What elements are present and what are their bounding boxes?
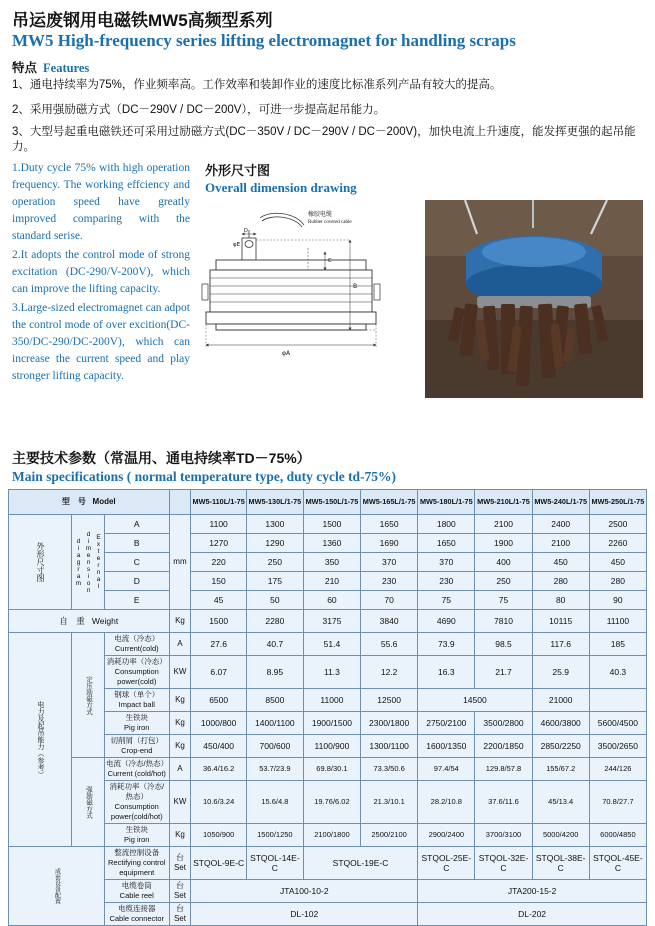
table-row-strong-current	[9, 758, 647, 781]
bottom-unit-cn-0: 台	[175, 853, 184, 862]
CV3-4: 2750/2100	[418, 712, 475, 735]
CR-0: JTA100-10-2	[191, 880, 418, 903]
CV1-2: 11.3	[303, 656, 360, 689]
svg-text:C: C	[328, 258, 332, 264]
CV3-3: 2300/1800	[361, 712, 418, 735]
C-3: 370	[361, 553, 418, 572]
A-5: 2100	[475, 515, 532, 534]
SE2-2: 2100/1800	[303, 824, 360, 847]
const-row-label-3	[105, 712, 170, 735]
SE0-3: 73.3/50.6	[361, 758, 418, 781]
SE0-7: 244/126	[589, 758, 646, 781]
weight-label-cn: 自 重	[59, 616, 85, 626]
W-7: 11100	[589, 610, 646, 633]
drawing-title-en: Overall dimension drawing	[205, 180, 357, 195]
CV3-0: 1000/800	[191, 712, 246, 735]
bottom-row-cn-1: 电缆卷筒	[121, 881, 152, 890]
A-7: 2500	[589, 515, 646, 534]
CV3-6: 4600/3800	[532, 712, 589, 735]
CV1-5: 21.7	[475, 656, 532, 689]
SE2-3: 2500/2100	[361, 824, 418, 847]
table-row-const-power	[9, 656, 647, 689]
CV0-5: 98.5	[475, 633, 532, 656]
bottom-unit-cn-2: 台	[175, 904, 184, 913]
strong-row-label-0	[105, 758, 170, 781]
page-title-en: MW5 High-frequency series lifting electromagnet for handling scraps	[12, 31, 516, 50]
E-6: 80	[532, 591, 589, 610]
SE2-4: 2900/2400	[418, 824, 475, 847]
C-2: 350	[303, 553, 360, 572]
strong-row-cn-1: 消耗功率（冷态/热态）	[109, 782, 165, 801]
SE0-5: 129.8/57.8	[475, 758, 532, 781]
E-5: 75	[475, 591, 532, 610]
CV2-1: 8500	[246, 689, 303, 712]
bottom-unit-2	[169, 903, 191, 926]
CV4-1: 700/600	[246, 735, 303, 758]
strong-unit-0: A	[169, 758, 191, 781]
CC-0: DL-102	[191, 903, 418, 926]
strong-unit-2: Kg	[169, 824, 191, 847]
E-0: 45	[191, 591, 246, 610]
A-2: 1500	[303, 515, 360, 534]
english-feature-3: 3.Large-sized electromagnet can adpot the control mode of over excition(DC-350/DC-290/DC-200V), which can increase the current speed and play stronger lifting capacity.	[12, 302, 190, 382]
CV2-6	[589, 689, 646, 712]
bottom-group-cn: 成套设备配置	[53, 868, 60, 904]
model-1: MW5-130L/1-75	[246, 490, 303, 515]
RC-2: STQOL-19E-C	[303, 847, 417, 880]
D-3: 230	[361, 572, 418, 591]
group-power-cn: 电力及起吊能力（参考）	[37, 701, 44, 778]
A-4: 1800	[418, 515, 475, 534]
C-7: 450	[589, 553, 646, 572]
row-label-B: B	[105, 534, 170, 553]
svg-text:D: D	[244, 228, 248, 234]
SE1-2: 19.76/6.02	[303, 781, 360, 824]
RC-0: STQOL-9E-C	[191, 847, 246, 880]
const-row-en-0: Current(cold)	[114, 644, 159, 653]
W-5: 7810	[475, 610, 532, 633]
svg-text:Rubber covered cable: Rubber covered cable	[308, 220, 352, 225]
const-row-cn-1: 消耗功率（冷态）	[106, 657, 167, 666]
model-7: MW5-250L/1-75	[589, 490, 646, 515]
C-6: 450	[532, 553, 589, 572]
CV0-3: 55.6	[361, 633, 418, 656]
W-2: 3175	[303, 610, 360, 633]
RC-6: STQOL-45E-C	[589, 847, 646, 880]
table-row-dim-B	[9, 534, 647, 553]
CV0-0: 27.6	[191, 633, 246, 656]
english-features-column	[12, 160, 190, 387]
CC-1: DL-202	[418, 903, 647, 926]
SE0-6: 155/67.2	[532, 758, 589, 781]
CR-1: JTA200-15-2	[418, 880, 647, 903]
table-row-weight	[9, 610, 647, 633]
D-4: 230	[418, 572, 475, 591]
D-5: 250	[475, 572, 532, 591]
features-heading	[12, 58, 89, 76]
SE2-5: 3700/3100	[475, 824, 532, 847]
model-label-cn: 型 号	[61, 497, 86, 506]
table-row-dim-A	[9, 515, 647, 534]
const-group-label	[72, 633, 105, 758]
strong-row-en-0: Current (cold/hot)	[107, 769, 166, 778]
SE2-6: 5000/4200	[532, 824, 589, 847]
CV1-1: 8.95	[246, 656, 303, 689]
strong-row-en-1: Consumption power(cold/hot)	[110, 802, 163, 821]
english-feature-1: 1.Duty cycle 75% with high operation frequency. The working effciency and operation speed have greatly improved comparing with the standard serise.	[12, 162, 190, 242]
CV0-4: 73.9	[418, 633, 475, 656]
SE1-0: 10.6/3.24	[191, 781, 246, 824]
D-0: 150	[191, 572, 246, 591]
strong-row-cn-0: 电流（冷态/热态）	[106, 759, 169, 768]
row-label-A: A	[105, 515, 170, 534]
W-4: 4690	[418, 610, 475, 633]
CV4-2: 1100/900	[303, 735, 360, 758]
strong-row-en-2: Pig iron	[124, 835, 150, 844]
group-dim-en: External dimension diagram	[72, 515, 105, 610]
SE1-1: 15.6/4.8	[246, 781, 303, 824]
W-6: 10115	[532, 610, 589, 633]
const-row-en-4: Crop-end	[121, 746, 153, 755]
SE0-2: 69.8/30.1	[303, 758, 360, 781]
model-3: MW5-165L/1-75	[361, 490, 418, 515]
CV0-7: 185	[589, 633, 646, 656]
E-7: 90	[589, 591, 646, 610]
CV2-4: 14500	[418, 689, 532, 712]
strong-row-label-2	[105, 824, 170, 847]
A-1: 1300	[246, 515, 303, 534]
CV4-7: 3500/2650	[589, 735, 646, 758]
bottom-row-label-1	[105, 880, 170, 903]
page-title-cn: 吊运废钢用电磁铁MW5高频型系列	[12, 11, 273, 30]
feature-line-1: 1、通电持续率为75%，作业频率高。工作效率和装卸作业的速度比标准系列产品有较大的提高。	[12, 79, 502, 91]
bottom-unit-en-2: Set	[173, 914, 186, 923]
bottom-group-label	[9, 847, 105, 926]
table-row-dim-C	[9, 553, 647, 572]
CV0-6: 117.6	[532, 633, 589, 656]
CV1-4: 16.3	[418, 656, 475, 689]
row-label-C: C	[105, 553, 170, 572]
E-2: 60	[303, 591, 360, 610]
svg-text:φA: φA	[282, 350, 291, 357]
C-1: 250	[246, 553, 303, 572]
unit-mm: mm	[169, 515, 191, 610]
CV2-5: 21000	[532, 689, 589, 712]
const-unit-1: KW	[169, 656, 191, 689]
strong-group-cn: 强励磁方式	[85, 785, 92, 819]
RC-4: STQOL-32E-C	[475, 847, 532, 880]
weight-unit: Kg	[169, 610, 191, 633]
CV3-5: 3500/2800	[475, 712, 532, 735]
W-0: 1500	[191, 610, 246, 633]
table-row-strong-power	[9, 781, 647, 824]
features-heading-cn: 特点	[12, 61, 38, 75]
english-feature-2: 2.It adopts the control mode of strong excitation (DC-290/V-200V), which can improve the lifting capacity.	[12, 249, 190, 295]
CV4-6: 2850/2250	[532, 735, 589, 758]
features-heading-en: Features	[43, 61, 90, 75]
const-row-cn-2: 钢球（单个）	[114, 690, 160, 699]
D-7: 280	[589, 572, 646, 591]
const-row-cn-3: 生铁块	[125, 713, 148, 722]
table-row-model-header	[9, 490, 647, 515]
model-0: MW5-110L/1-75	[191, 490, 246, 515]
product-photo	[425, 200, 643, 398]
SE0-4: 97.4/54	[418, 758, 475, 781]
SE1-6: 45/13.4	[532, 781, 589, 824]
CV0-2: 51.4	[303, 633, 360, 656]
group-power-label	[9, 633, 72, 847]
table-row-const-current	[9, 633, 647, 656]
spec-title-en: Main specifications ( normal temperature type, duty cycle td-75%)	[12, 469, 397, 484]
table-row-cablereel	[9, 880, 647, 903]
CV4-0: 450/400	[191, 735, 246, 758]
CV3-1: 1400/1100	[246, 712, 303, 735]
SE2-1: 1500/1250	[246, 824, 303, 847]
const-row-en-3: Pig iron	[124, 723, 150, 732]
B-3: 1690	[361, 534, 418, 553]
spec-title-cn: 主要技术参数（常温用、通电持续率TD－75%）	[12, 450, 311, 466]
SE2-7: 6000/4850	[589, 824, 646, 847]
model-4: MW5-180L/1-75	[418, 490, 475, 515]
model-5: MW5-210L/1-75	[475, 490, 532, 515]
D-2: 210	[303, 572, 360, 591]
CV2-0: 6500	[191, 689, 246, 712]
model-2: MW5-150L/1-75	[303, 490, 360, 515]
RC-1: STQOL-14E-C	[246, 847, 303, 880]
const-row-cn-4: 切削屑（打包）	[110, 736, 163, 745]
B-7: 2260	[589, 534, 646, 553]
SE1-5: 37.6/11.6	[475, 781, 532, 824]
strong-row-cn-2: 生铁块	[125, 825, 148, 834]
RC-5: STQOL-38E-C	[532, 847, 589, 880]
model-unit-blank	[169, 490, 191, 515]
model-header-label	[9, 490, 170, 515]
C-5: 400	[475, 553, 532, 572]
strong-group-label	[72, 758, 105, 847]
SE1-3: 21.3/10.1	[361, 781, 418, 824]
weight-label-en: Weight	[91, 616, 119, 626]
bottom-row-en-2: Cable connector	[109, 914, 165, 923]
CV4-5: 2200/1850	[475, 735, 532, 758]
CV2-3: 12500	[361, 689, 418, 712]
table-row-strong-pigiron	[9, 824, 647, 847]
W-1: 2280	[246, 610, 303, 633]
row-label-E: E	[105, 591, 170, 610]
const-row-en-2: Impact ball	[118, 700, 155, 709]
B-1: 1290	[246, 534, 303, 553]
D-6: 280	[532, 572, 589, 591]
CV2-2: 11000	[303, 689, 360, 712]
dimension-drawing	[200, 200, 415, 395]
RC-3: STQOL-25E-C	[418, 847, 475, 880]
feature-line-2: 2、采用强励磁方式（DC－290V / DC－200V），可进一步提高起吊能力。	[12, 104, 386, 116]
B-2: 1360	[303, 534, 360, 553]
CV1-6: 25.9	[532, 656, 589, 689]
bottom-row-en-0: Rectifying control equipment	[107, 858, 166, 877]
const-unit-3: Kg	[169, 712, 191, 735]
bottom-row-cn-0: 整流控制设备	[114, 848, 160, 857]
const-row-label-4	[105, 735, 170, 758]
svg-text:φE: φE	[233, 242, 241, 248]
CV3-7: 5600/4500	[589, 712, 646, 735]
B-0: 1270	[191, 534, 246, 553]
SE0-0: 36.4/16.2	[191, 758, 246, 781]
const-row-label-0	[105, 633, 170, 656]
SE0-1: 53.7/23.9	[246, 758, 303, 781]
W-3: 3840	[361, 610, 418, 633]
C-0: 220	[191, 553, 246, 572]
CV1-0: 6.07	[191, 656, 246, 689]
bottom-row-label-2	[105, 903, 170, 926]
bottom-row-en-1: Cable reel	[119, 891, 154, 900]
const-row-label-1	[105, 656, 170, 689]
table-row-const-cropend	[9, 735, 647, 758]
E-4: 75	[418, 591, 475, 610]
CV1-7: 40.3	[589, 656, 646, 689]
group-dim-cn: 外形尺寸图	[9, 515, 72, 610]
B-5: 1900	[475, 534, 532, 553]
table-row-const-pigiron	[9, 712, 647, 735]
specifications-table	[8, 489, 647, 926]
A-3: 1650	[361, 515, 418, 534]
C-4: 370	[418, 553, 475, 572]
bottom-unit-en-1: Set	[173, 891, 186, 900]
bottom-unit-1	[169, 880, 191, 903]
CV3-2: 1900/1500	[303, 712, 360, 735]
row-label-D: D	[105, 572, 170, 591]
drawing-title-cn: 外形尺寸图	[205, 163, 271, 178]
SE2-0: 1050/900	[191, 824, 246, 847]
const-unit-0: A	[169, 633, 191, 656]
table-row-const-ball	[9, 689, 647, 712]
D-1: 175	[246, 572, 303, 591]
feature-line-3: 3、大型号起重电磁铁还可采用过励磁方式(DC－350V / DC－290V / DC－200V)，加快电流上升速度，能发挥更强的起吊能力。	[12, 126, 636, 153]
weight-label	[9, 610, 170, 633]
B-4: 1650	[418, 534, 475, 553]
CV1-3: 12.2	[361, 656, 418, 689]
table-row-dim-E	[9, 591, 647, 610]
bottom-unit-cn-1: 台	[175, 881, 184, 890]
E-3: 70	[361, 591, 418, 610]
strong-unit-1: KW	[169, 781, 191, 824]
table-row-rectifier	[9, 847, 647, 880]
model-label-en: Model	[92, 497, 116, 506]
const-unit-2: Kg	[169, 689, 191, 712]
model-6: MW5-240L/1-75	[532, 490, 589, 515]
SE1-7: 70.8/27.7	[589, 781, 646, 824]
E-1: 50	[246, 591, 303, 610]
strong-row-label-1	[105, 781, 170, 824]
CV4-3: 1300/1100	[361, 735, 418, 758]
const-unit-4: Kg	[169, 735, 191, 758]
bottom-row-label-0	[105, 847, 170, 880]
svg-text:橡胶电缆: 橡胶电缆	[308, 211, 333, 218]
const-row-cn-0: 电流（冷态）	[114, 634, 160, 643]
table-row-cableconnector	[9, 903, 647, 926]
const-row-en-1: Consumption power(cold)	[114, 667, 159, 686]
const-group-cn: 定压励磁方式	[85, 675, 92, 715]
bottom-unit-en-0: Set	[173, 863, 186, 872]
svg-text:B: B	[353, 283, 358, 290]
const-row-label-2	[105, 689, 170, 712]
CV0-1: 40.7	[246, 633, 303, 656]
bottom-row-cn-2: 电缆连接器	[118, 904, 156, 913]
B-6: 2100	[532, 534, 589, 553]
A-0: 1100	[191, 515, 246, 534]
A-6: 2400	[532, 515, 589, 534]
table-row-dim-D	[9, 572, 647, 591]
SE1-4: 28.2/10.8	[418, 781, 475, 824]
CV4-4: 1600/1350	[418, 735, 475, 758]
bottom-unit-0	[169, 847, 191, 880]
